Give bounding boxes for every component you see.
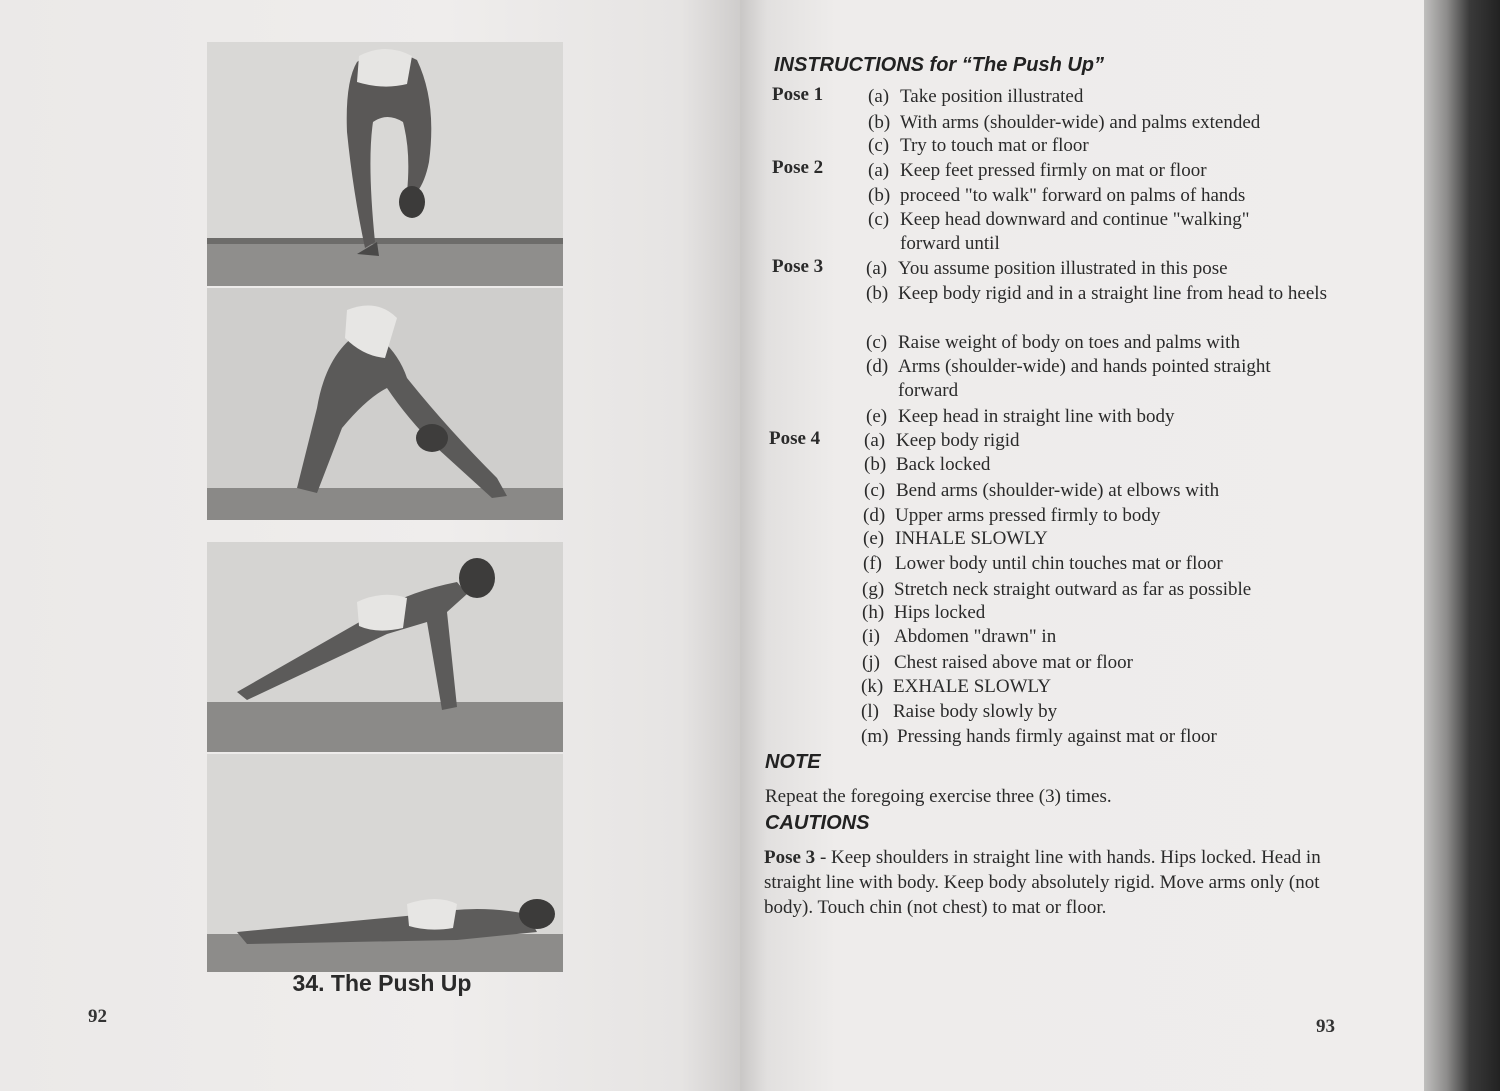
caution-pose-label: Pose 3 [764, 847, 816, 868]
pose-4-step-b: (b) Back locked [864, 454, 991, 475]
pose-4-step-m: (m) Pressing hands firmly against mat or floor [861, 726, 1217, 747]
instructions-title: INSTRUCTIONS for “The Push Up” [774, 54, 1104, 76]
pose-4-step-a: (a) Keep body rigid [864, 430, 1020, 451]
pose-3-step-e: (e) Keep head in straight line with body [866, 406, 1175, 427]
photo-pose-3 [207, 542, 563, 752]
figure-caption: 34. The Push Up [292, 970, 472, 996]
pose-2-step-b: (b) proceed "to walk" forward on palms of hands [868, 185, 1246, 206]
pose-3-label: Pose 3 [772, 256, 824, 277]
pose-4-step-f: (f) Lower body until chin touches mat or floor [863, 553, 1223, 574]
pose-3-step-d: (d) Arms (shoulder-wide) and hands pointed straight forward [866, 356, 1271, 401]
cautions-heading: CAUTIONS [765, 812, 870, 834]
pose-4-step-l: (l) Raise body slowly by [861, 701, 1058, 722]
pose-1-step-b: (b) With arms (shoulder-wide) and palms extended [868, 112, 1261, 133]
caution-body: - Keep shoulders in straight line with hands. Hips locked. Head in straight line with body. Keep body absolutely rigid. Move arms only (not body). Touch chin (not chest) to mat or floor. [764, 847, 1321, 918]
pose-4-step-g: (g) Stretch neck straight outward as far as possible [862, 579, 1252, 600]
pose-4-step-k: (k) EXHALE SLOWLY [861, 676, 1051, 697]
pose-4-step-e: (e) INHALE SLOWLY [863, 528, 1048, 549]
photo-pose-4 [207, 754, 563, 972]
pose-4-step-j: (j) Chest raised above mat or floor [862, 652, 1134, 673]
book-edge [1424, 0, 1500, 1091]
pose-2-step-c: (c) Keep head downward and continue "walking" forward until [868, 209, 1250, 254]
photo-pose-2 [207, 288, 563, 520]
pose-3-step-a: (a) You assume position illustrated in this pose [866, 258, 1228, 279]
pose-3-step-b: (b) Keep body rigid and in a straight line from head to heels [866, 283, 1327, 304]
note-text: Repeat the foregoing exercise three (3) times. [765, 786, 1112, 807]
pose-3-step-c: (c) Raise weight of body on toes and palms with [866, 332, 1240, 353]
pose-4-step-c: (c) Bend arms (shoulder-wide) at elbows with [864, 480, 1220, 501]
pose-2-step-a: (a) Keep feet pressed firmly on mat or floor [868, 160, 1207, 181]
page-number-right: 93 [1316, 1016, 1335, 1037]
photo-pose-1 [207, 42, 563, 286]
note-heading: NOTE [765, 751, 821, 773]
pose-1-step-c: (c) Try to touch mat or floor [868, 135, 1089, 156]
pose-1-label: Pose 1 [772, 84, 824, 105]
pose-4-step-i: (i) Abdomen "drawn" in [862, 626, 1057, 647]
pose-1-step-a: (a) Take position illustrated [868, 86, 1084, 107]
pose-2-label: Pose 2 [772, 157, 824, 178]
page-number-left: 92 [88, 1006, 107, 1027]
caution-text [764, 845, 1344, 920]
pose-4-step-h: (h) Hips locked [862, 602, 986, 623]
pose-4-step-d: (d) Upper arms pressed firmly to body [863, 505, 1161, 526]
pose-4-label: Pose 4 [769, 428, 821, 449]
